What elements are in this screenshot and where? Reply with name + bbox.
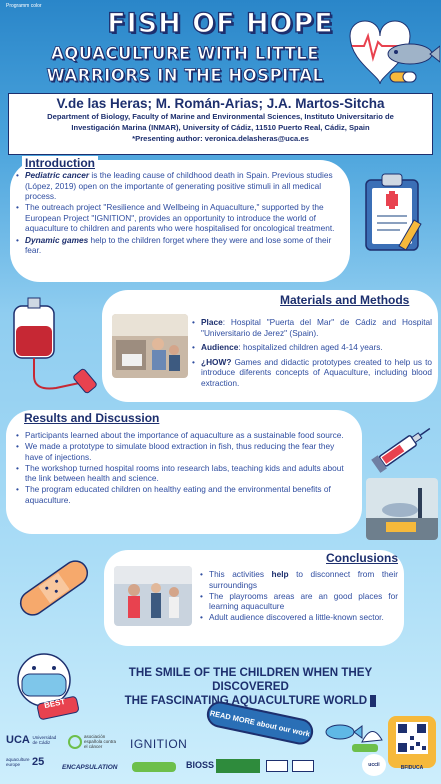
intro-item-text: help to the children forget where they were and lose some of their fear. <box>25 234 332 256</box>
conclusions-item: • The playrooms areas are an good places for learning aquaculture <box>200 591 398 612</box>
encapsulation-logo: ENCAPSULATION <box>62 764 118 771</box>
intro-item-bold: Pediatric cancer <box>25 170 90 180</box>
junta-logo <box>216 759 260 773</box>
place-text: : Hospital "Puerta del Mar" de Cádiz and Hospital "Universitario de Jerez" (Spain). <box>201 317 432 338</box>
ucci-logo-text: uccii <box>368 762 380 768</box>
aquaculture-europe-logo <box>6 756 44 768</box>
uca-logo-text: UCA <box>6 734 30 746</box>
materials-place <box>192 317 432 338</box>
audience-text: : hospitalized children aged 4-14 years. <box>238 342 383 353</box>
uca-logo-sub: Universidad de Cádiz <box>32 735 57 746</box>
aecc-logo <box>68 734 118 749</box>
place-label: Place <box>201 317 223 327</box>
results-item: • We made a prototype to simulate blood extraction in fish, thus reducing the fear they have of injections. <box>16 441 354 462</box>
conclusions-heading: Conclusions <box>326 551 399 565</box>
results-item: • The workshop turned hospital rooms into research labs, teaching kids and adults about the link between health and science. <box>16 463 354 484</box>
playroom-activity-image <box>114 566 192 626</box>
small-logo-2 <box>292 760 314 772</box>
materials-how <box>192 357 432 389</box>
ignition-logo: IGNITION <box>130 737 188 751</box>
intro-item-text: The outreach project "Resilience and Wellbeing in Aquaculture," supported by the European Project "IGNITION", provides an opportunity to introduce the world of aquaculture to children and parents who were hospitalised for oncological treatment. <box>25 202 335 234</box>
aquaculture-europe-text: aquaculture europe <box>6 757 30 767</box>
conclusions-card <box>104 550 404 646</box>
best-label: BEST <box>43 696 67 711</box>
presenting-author: *Presenting author: veronica.delasheras@uca.es <box>132 134 309 143</box>
qr-code-icon <box>388 716 436 760</box>
results-card <box>6 410 362 534</box>
syringe-icon <box>368 418 436 478</box>
face-mask-best-sticker <box>4 650 96 722</box>
aecc-logo-text: asociación española contra el cáncer <box>84 734 117 749</box>
affiliation-line1: Department of Biology, Faculty of Marine and Environmental Sciences, Instituto Universitario de <box>47 112 394 121</box>
materials-list <box>192 317 432 389</box>
poster-subtitle-line1: AQUACULTURE WITH LITTLE <box>50 44 320 63</box>
audience-label: Audience <box>201 342 239 353</box>
banner-line2 <box>98 694 403 708</box>
intro-item-bold: Dynamic games <box>25 234 89 245</box>
heart-fish-illustration <box>330 6 440 96</box>
conclusion-banner <box>98 666 403 708</box>
introduction-heading: Introduction <box>22 156 98 170</box>
hands-fish-illustration <box>322 712 386 754</box>
aquaculture-25: 25 <box>32 756 45 768</box>
exclamation-icon <box>370 695 376 707</box>
materials-heading: Materials and Methods <box>280 293 410 307</box>
conclusions-item: • Adult audience discovered a little-known sector. <box>200 612 398 623</box>
authors-box <box>8 93 433 155</box>
medical-clipboard-icon <box>360 170 430 258</box>
conclusions-item <box>200 569 398 590</box>
results-item: • The program educated children on healthy eating and the environmental benefits of aquaculture. <box>16 484 354 505</box>
results-photo <box>366 478 438 540</box>
intro-item <box>16 170 346 202</box>
conclusion1-pre: This activities <box>209 569 272 579</box>
qr-code-card[interactable] <box>388 716 436 771</box>
conclusion1-post: to disconnect from their surroundings <box>209 569 398 590</box>
fish-prototype-image <box>366 478 438 540</box>
green-logo <box>132 762 176 772</box>
introduction-card <box>10 156 350 282</box>
results-heading: Results and Discussion <box>24 411 160 425</box>
conclusion1-bold: help <box>271 569 289 579</box>
how-text: Games and didactic prototypes created to help us to introduce diferents concepts of Aquaculture, including blood extraction. <box>201 356 432 388</box>
uca-logo <box>6 734 61 746</box>
ucci-logo <box>362 754 386 776</box>
results-item: • Participants learned about the importance of aquaculture as a sustainable food source. <box>16 430 354 441</box>
materials-card <box>102 290 438 402</box>
poster-subtitle-line2: WARRIORS IN THE HOSPITAL <box>46 66 324 85</box>
conclusions-photo <box>114 566 192 626</box>
materials-audience <box>192 342 432 353</box>
qr-label: BFIDUCA <box>400 765 424 771</box>
results-list <box>16 430 354 506</box>
small-logo-1 <box>266 760 288 772</box>
header-tag: Programm color <box>6 3 42 9</box>
poster-title: FISH OF HOPE <box>107 8 334 39</box>
banner-line1: THE SMILE OF THE CHILDREN WHEN THEY DISCOVERED <box>128 666 373 693</box>
conclusions-list <box>200 569 398 623</box>
read-more-text: READ MORE about our work <box>209 707 311 739</box>
bandage-icon <box>10 556 98 620</box>
introduction-list <box>16 170 346 256</box>
hospital-playroom-image <box>112 314 188 378</box>
bioss-logo: BIOSS <box>186 760 215 770</box>
materials-photo <box>112 314 188 378</box>
blood-bag-icon <box>6 296 101 396</box>
intro-item <box>16 202 346 234</box>
aecc-mark-icon <box>68 735 82 749</box>
how-label: ¿HOW? <box>201 356 232 367</box>
banner-line2-text: THE FASCINATING AQUACULTURE WORLD <box>124 694 368 707</box>
intro-item-text: is the leading cause of childhood death in Spain. Previous studies (López, 2019) open on the importante of generating positive stimuli in all medical process. <box>25 170 333 202</box>
intro-item <box>16 235 346 256</box>
author-names: V.de las Heras; M. Román-Arias; J.A. Martos-Sitcha <box>56 96 385 111</box>
affiliation-line2: Investigación Marina (INMAR), University of Cádiz, 11510 Puerto Real, Cádiz, Spain <box>71 123 370 132</box>
